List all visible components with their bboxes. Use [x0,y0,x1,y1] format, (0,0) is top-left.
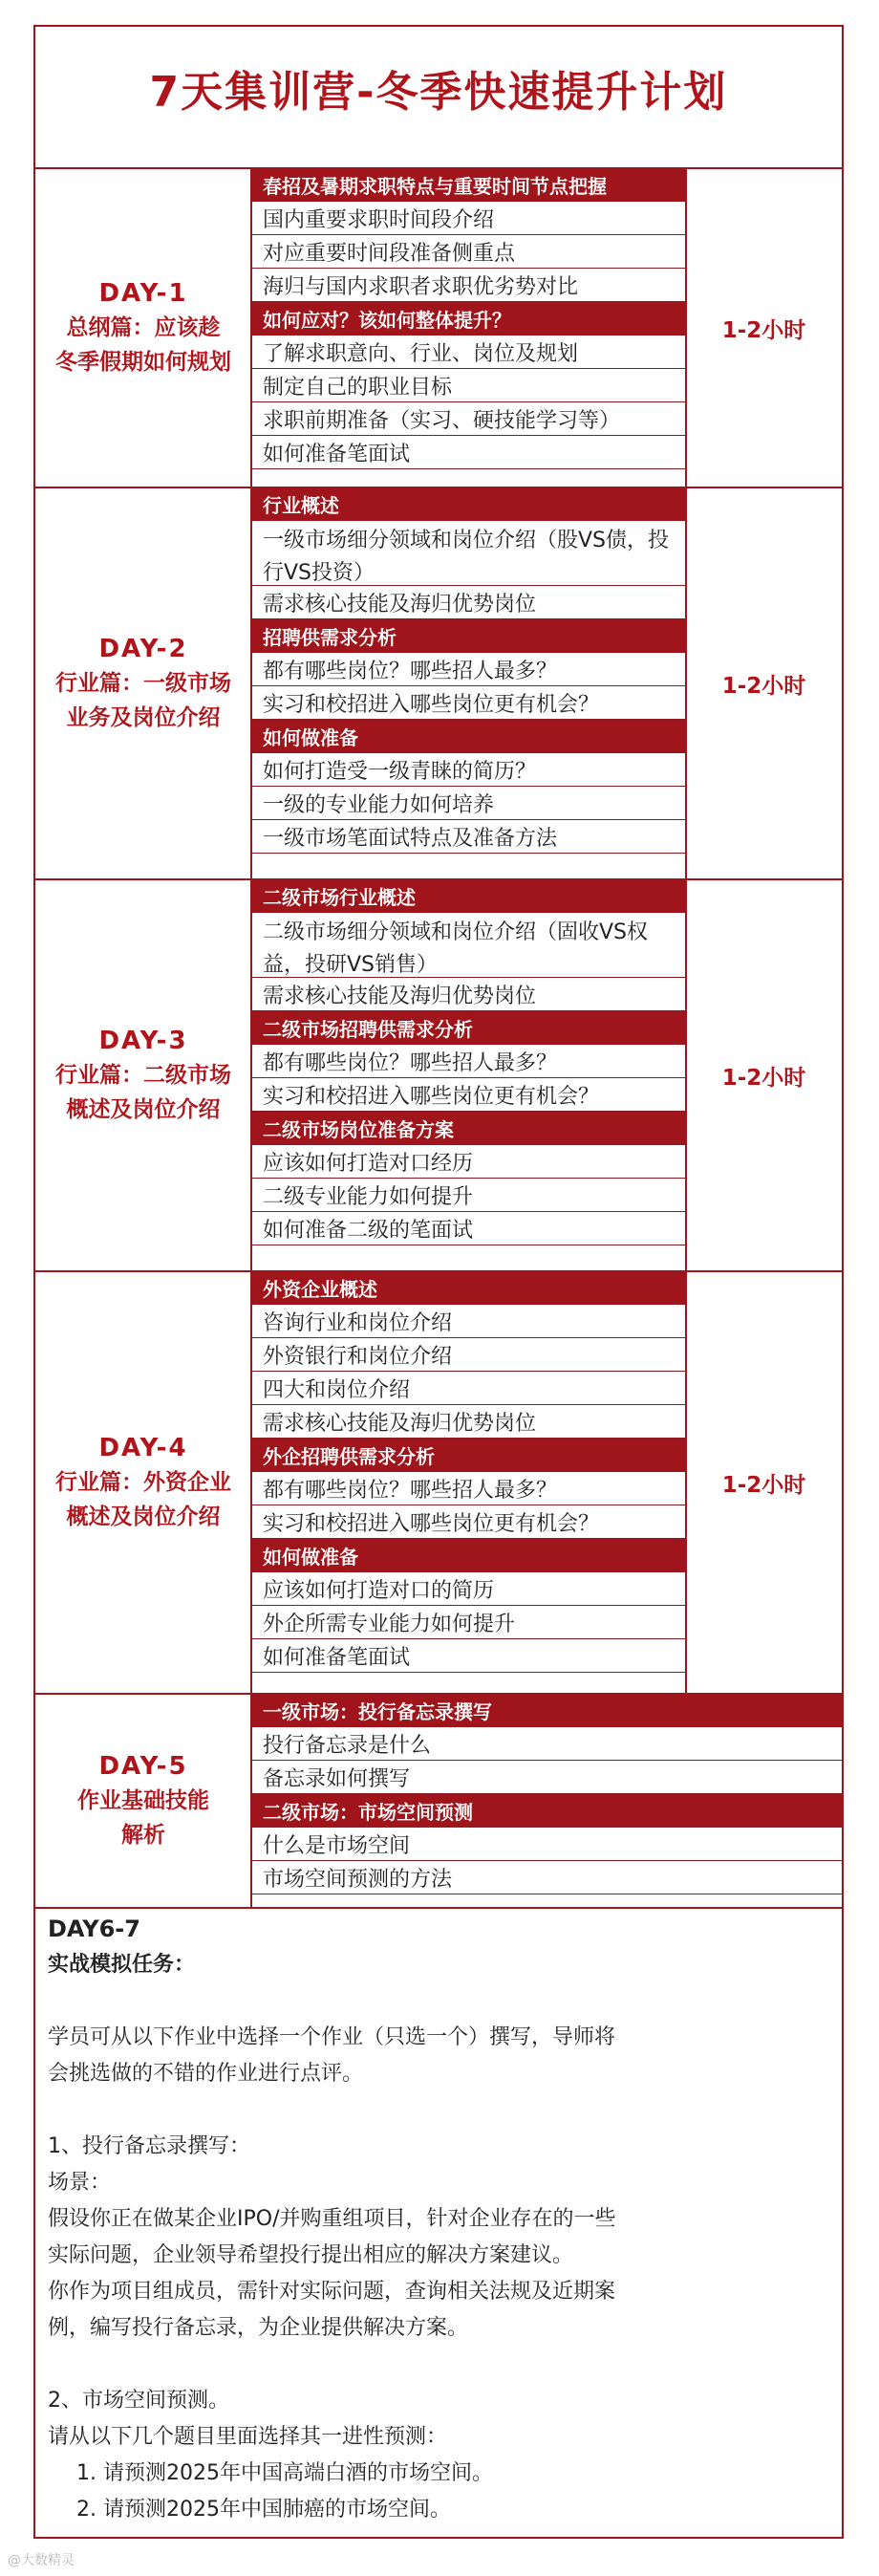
row-item: 需求核心技能及海归优势岗位 [251,1405,686,1439]
row-item: 投行备忘录是什么 [251,1727,844,1761]
row-header: 二级市场行业概述 [251,879,686,913]
row-item: 二级市场细分领域和岗位介绍（固收VS权益，投研VS销售） [251,913,686,978]
row-item: 海归与国内求职者求职优劣势对比 [251,269,686,302]
day-subtitle-line: 冬季假期如何规划 [55,350,231,375]
row-header: 如何做准备 [251,1539,686,1572]
day-title [35,276,251,379]
duration-label: 1-2小时 [721,1066,806,1091]
day-label: DAY-4 [98,1434,188,1462]
duration-label: 1-2小时 [721,318,806,343]
row-header: 外企招聘供需求分析 [251,1439,686,1472]
day-title [35,1749,251,1852]
day-subtitle-line: 解析 [121,1823,165,1848]
day-title [35,632,251,735]
row-item: 备忘录如何撰写 [251,1761,844,1794]
row-item: 了解求职意向、行业、岗位及规划 [251,336,686,369]
day-subtitle-line: 行业篇：二级市场 [55,1063,231,1088]
row-item: 一级市场细分领域和岗位介绍（股VS债，投行VS投资） [251,521,686,586]
row-item: 什么是市场空间 [251,1828,844,1861]
task2-item: 2. 请预测2025年中国肺癌的市场空间。 [76,2498,451,2522]
day-subtitle-line: 总纲篇：应该趁 [66,315,221,340]
section-divider [35,1907,844,1909]
day-label: DAY-5 [98,1752,188,1781]
row-header: 如何应对？该如何整体提升？ [251,302,686,336]
row-header: 招聘供需求分析 [251,619,686,653]
intro-line: 会挑选做的不错的作业进行点评。 [48,2062,364,2086]
day-subtitle-line: 业务及岗位介绍 [66,705,221,730]
row-item: 求职前期准备（实习、硬技能学习等） [251,402,686,436]
row-item: 外企所需专业能力如何提升 [251,1606,686,1639]
day-label: DAY-2 [98,635,188,663]
row-item: 一级的专业能力如何培养 [251,787,686,820]
day-title [35,1024,251,1127]
row-item: 市场空间预测的方法 [251,1861,844,1894]
task2-item: 1. 请预测2025年中国高端白酒的市场空间。 [76,2461,493,2485]
row-item: 四大和岗位介绍 [251,1372,686,1405]
row-header: 二级市场：市场空间预测 [251,1794,844,1828]
day67-subheading: 实战模拟任务： [48,1953,196,1977]
row-header: 行业概述 [251,487,686,521]
row-header: 外资企业概述 [251,1271,686,1305]
task2-title: 2、市场空间预测。 [48,2389,229,2413]
task1-line: 假设你正在做某企业IPO/并购重组项目，针对企业存在的一些 [48,2207,616,2231]
day-subtitle-line: 行业篇：外资企业 [55,1470,231,1495]
day-subtitle-line: 作业基础技能 [77,1788,209,1813]
task1-scene: 场景： [48,2171,112,2195]
task1-title: 1、投行备忘录撰写： [48,2134,250,2158]
row-header: 如何做准备 [251,720,686,753]
task1-line: 你作为项目组成员，需针对实际问题，查询相关法规及近期案 [48,2280,616,2304]
row-item: 实习和校招进入哪些岗位更有机会？ [251,686,686,720]
row-item: 国内重要求职时间段介绍 [251,202,686,235]
row-item: 如何准备二级的笔面试 [251,1212,686,1245]
day6-7-section [48,1911,812,2528]
day-title [35,1431,251,1534]
day-subtitle-line: 行业篇：一级市场 [55,671,231,696]
day-label: DAY-3 [98,1027,188,1055]
row-item: 咨询行业和岗位介绍 [251,1305,686,1338]
row-item: 都有哪些岗位？哪些招人最多？ [251,1472,686,1505]
row-header: 二级市场招聘供需求分析 [251,1011,686,1045]
row-item: 如何准备笔面试 [251,1639,686,1673]
duration-label: 1-2小时 [721,1473,806,1498]
row-header: 二级市场岗位准备方案 [251,1112,686,1145]
row-item: 如何打造受一级青睐的简历？ [251,753,686,787]
row-item: 需求核心技能及海归优势岗位 [251,586,686,619]
row-item: 外资银行和岗位介绍 [251,1338,686,1372]
watermark: @大数精灵 [8,2553,75,2568]
day67-heading: DAY6-7 [48,1916,140,1942]
row-item: 都有哪些岗位？哪些招人最多？ [251,653,686,686]
intro-line: 学员可从以下作业中选择一个作业（只选一个）撰写，导师将 [48,2025,616,2049]
row-item: 二级专业能力如何提升 [251,1179,686,1212]
row-item: 实习和校招进入哪些岗位更有机会？ [251,1078,686,1112]
task1-line: 实际问题，企业领导希望投行提出相应的解决方案建议。 [48,2243,574,2267]
row-item: 应该如何打造对口的简历 [251,1572,686,1606]
day-subtitle-line: 概述及岗位介绍 [66,1504,221,1529]
row-item: 对应重要时间段准备侧重点 [251,235,686,269]
day-label: DAY-1 [98,279,188,308]
task2-intro: 请从以下几个题目里面选择其一进性预测： [48,2425,448,2449]
row-item: 实习和校招进入哪些岗位更有机会？ [251,1505,686,1539]
task1-line: 例，编写投行备忘录，为企业提供解决方案。 [48,2316,469,2340]
day-subtitle-line: 概述及岗位介绍 [66,1097,221,1122]
row-item: 都有哪些岗位？哪些招人最多？ [251,1045,686,1078]
row-item: 如何准备笔面试 [251,436,686,469]
row-header: 春招及暑期求职特点与重要时间节点把握 [251,168,686,202]
duration-label: 1-2小时 [721,674,806,699]
page-title: 7天集训营-冬季快速提升计划 [149,68,728,117]
row-item: 需求核心技能及海归优势岗位 [251,978,686,1011]
row-item: 制定自己的职业目标 [251,369,686,402]
row-header: 一级市场：投行备忘录撰写 [251,1694,844,1727]
row-item: 应该如何打造对口经历 [251,1145,686,1179]
row-item: 一级市场笔面试特点及准备方法 [251,820,686,854]
